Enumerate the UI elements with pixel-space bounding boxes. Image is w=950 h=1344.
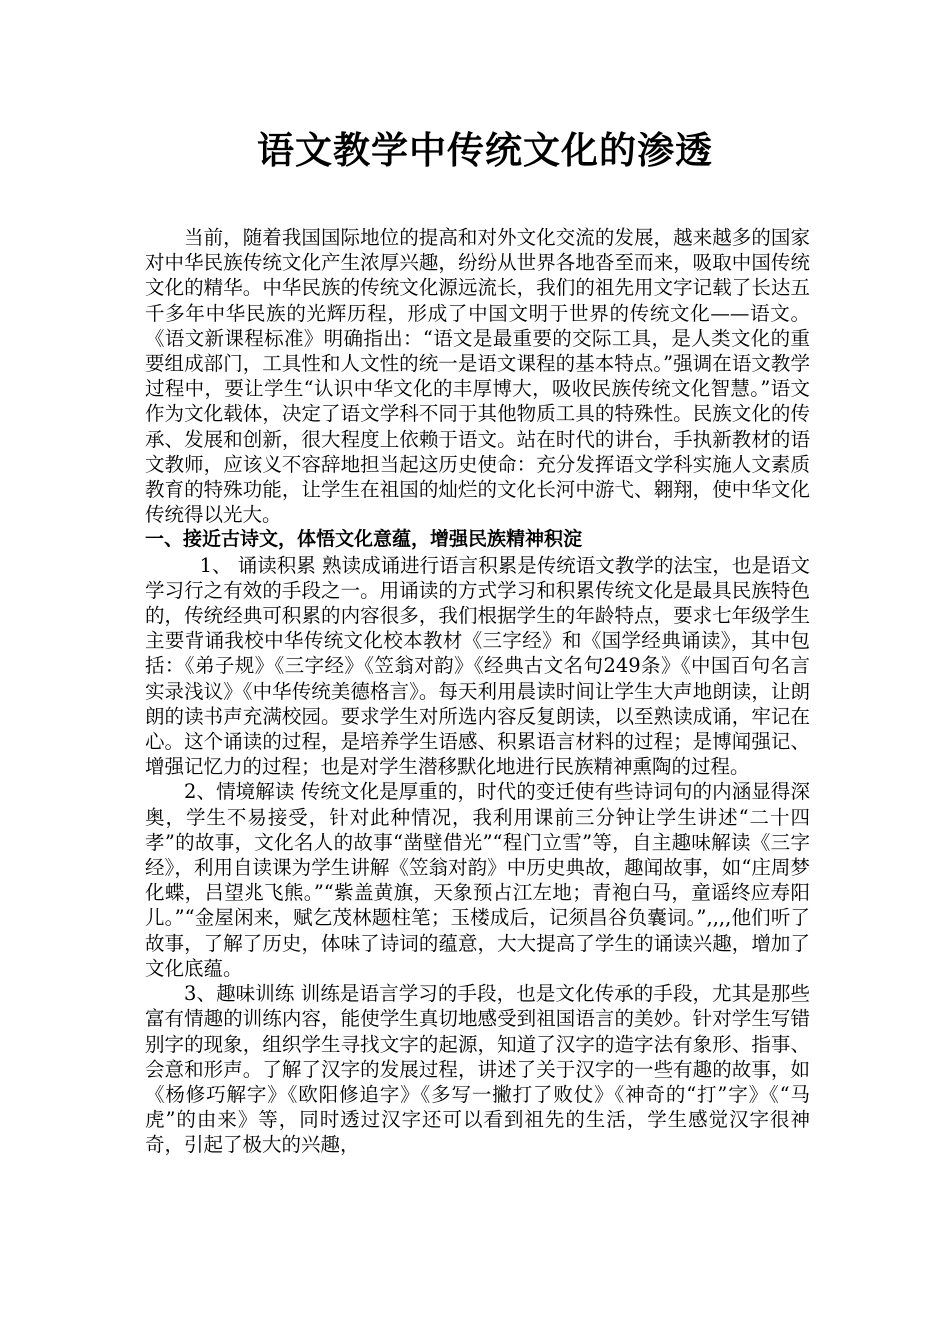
item-paragraph-3: 3、趣味训练 训练是语言学习的手段，也是文化传承的手段，尤其是那些富有情趣的训练内容，能使学生真切地感受到祖国语言的美妙。针对学生写错别字的现象，组织学生寻找文字的起源，知道了汉字的造字法有象形、指事、会意和形声。了解了汉字的发展过程，讲述了关于汉字的一些有趣的故事，如《杨修巧解字》《欧阳修追字》《多写一撇打了败仗》《神奇的“打”字》《“马虎”的由来》等，同时透过汉字还可以看到祖先的生活，学生感觉汉字很神奇，引起了极大的兴趣， bbox=[145, 982, 810, 1157]
item-paragraph-2: 2、情境解读 传统文化是厚重的，时代的变迁使有些诗词句的内涵显得深奥，学生不易接受，针对此种情况，我利用课前三分钟让学生讲述“二十四孝”的故事，文化名人的故事“凿壁借光”“程门立雪”等，自主趣味解读《三字经》，利用自读课为学生讲解《笠翁对韵》中历史典故，趣闻故事，如“庄周梦化蝶，吕望兆飞熊。”“紫盖黄旗，天象预占江左地；青袍白马，童谣终应寿阳儿。”“金屋闲来，赋乞茂林题柱笔；玉楼成后，记须昌谷负囊词。”,,,,他们听了故事，了解了历史，体味了诗词的蕴意，大大提高了学生的诵读兴趣，增加了文化底蕴。 bbox=[145, 780, 810, 980]
item-paragraph-1: 1、 诵读积累 熟读成诵进行语言积累是传统语文教学的法宝，也是语文学习行之有效的手段之一。用诵读的方式学习和积累传统文化是最具民族特色的，传统经典可积累的内容很多，我们根据学生的年龄特点，要求七年级学生主要背诵我校中华传统文化校本教材《三字经》和《国学经典诵读》，其中包括：《弟子规》《三字经》《笠翁对韵》《经典古文名句249条》《中国百句名言实录浅议》《中华传统美德格言》。每天利用晨读时间让学生大声地朗读，让朗朗的读书声充满校园。要求学生对所选内容反复朗读，以至熟读成诵，牢记在心。这个诵读的过程，是培养学生语感、积累语言材料的过程；是博闻强记、增强记忆力的过程；也是对学生潜移默化地进行民族精神熏陶的过程。 bbox=[145, 553, 810, 779]
intro-paragraph: 当前，随着我国国际地位的提高和对外文化交流的发展，越来越多的国家对中华民族传统文化产生浓厚兴趣，纷纷从世界各地沓至而来，吸取中国传统文化的精华。中华民族的传统文化源远流长，我们的祖先用文字记载了长达五千多年中华民族的光辉历程，形成了中国文明于世界的传统文化——语文。《语文新课程标准》明确指出：“语文是最重要的交际工具，是人类文化的重要组成部门，工具性和人文性的统一是语文课程的基本特点。”强调在语文教学过程中，要让学生“认识中华文化的丰厚博大，吸收民族传统文化智慧。”语文作为文化载体，决定了语文学科不同于其他物质工具的特殊性。民族文化的传承、发展和创新，很大程度上依赖于语文。站在时代的讲台，手执新教材的语文教师，应该义不容辞地担当起这历史使命：充分发挥语文学科实施人文素质教育的特殊功能，让学生在祖国的灿烂的文化长河中游弋、翱翔，使中华文化传统得以光大。 bbox=[145, 226, 810, 527]
document-title: 语文教学中传统文化的渗透 bbox=[257, 129, 713, 172]
document-body bbox=[145, 225, 810, 1158]
section-heading: 一、接近古诗文，体悟文化意蕴，增强民族精神积淀 bbox=[145, 528, 583, 551]
